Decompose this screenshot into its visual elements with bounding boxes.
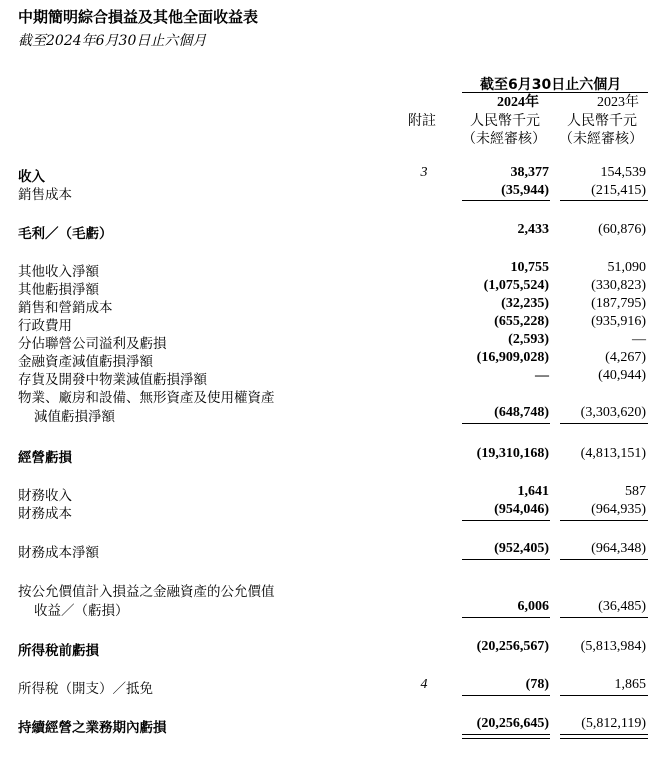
row-other-income <box>0 260 660 280</box>
row-note: 3 <box>420 165 428 180</box>
year-2023-header: 2023年 <box>597 95 639 110</box>
audit-2023-header: （未經審核） <box>559 131 643 147</box>
value-2024: (655,228) <box>494 314 549 329</box>
value-2024: 2,433 <box>517 222 549 237</box>
value-2024: 6,006 <box>517 599 549 614</box>
statement-title: 中期簡明綜合損益及其他全面收益表 <box>18 8 259 26</box>
row-label: 其他收入淨額 <box>18 264 99 280</box>
value-2024: (20,256,567) <box>476 639 549 654</box>
row-gross-profit <box>0 222 660 242</box>
value-2023: (187,795) <box>591 296 646 311</box>
subtotal-rule <box>462 617 550 618</box>
value-2023: (4,813,151) <box>580 446 646 461</box>
value-2023: 51,090 <box>607 260 646 275</box>
row-loss-before-tax <box>0 639 660 659</box>
value-2024: (648,748) <box>494 405 549 420</box>
note-column-header: 附註 <box>408 113 436 129</box>
value-2023: (4,267) <box>605 350 646 365</box>
row-operating-loss <box>0 446 660 466</box>
row-revenue <box>0 165 660 185</box>
currency-2023-header: 人民幣千元 <box>567 113 637 129</box>
value-2023: (964,348) <box>591 541 646 556</box>
row-label: 其他虧損淨額 <box>18 282 99 298</box>
row-label: 財務收入 <box>18 488 72 504</box>
row-label: 經營虧損 <box>18 450 72 466</box>
value-2023: (60,876) <box>598 222 646 237</box>
value-2024: (35,944) <box>501 183 549 198</box>
row-label: 金融資產減值虧損淨額 <box>18 354 153 370</box>
currency-2024-header: 人民幣千元 <box>470 113 540 129</box>
subtotal-rule <box>462 520 550 521</box>
value-2023: (40,944) <box>598 368 646 383</box>
subtotal-rule <box>462 559 550 560</box>
value-2024: (78) <box>525 677 549 692</box>
statement-subtitle: 截至2024年6月30日止六個月 <box>18 33 207 49</box>
value-2023: 1,865 <box>614 677 646 692</box>
audit-2024-header: （未經審核） <box>462 131 546 147</box>
subtotal-rule <box>560 617 648 618</box>
row-other-losses <box>0 278 660 298</box>
value-2023: (964,935) <box>591 502 646 517</box>
row-label: 行政費用 <box>18 318 72 334</box>
value-2023: (330,823) <box>591 278 646 293</box>
row-label: 所得稅前虧損 <box>18 643 99 659</box>
row-label: 財務成本淨額 <box>18 545 99 561</box>
row-label: 持續經營之業務期內虧損 <box>18 720 167 736</box>
value-2024: (952,405) <box>494 541 549 556</box>
row-net-finance-costs <box>0 541 660 561</box>
value-2024: (32,235) <box>501 296 549 311</box>
value-2023: (3,303,620) <box>580 405 646 420</box>
row-label: 財務成本 <box>18 506 72 522</box>
row-label: 所得稅（開支）／抵免 <box>18 681 153 697</box>
row-associates <box>0 332 660 352</box>
row-loss-for-period <box>0 716 660 736</box>
total-double-rule <box>560 734 648 739</box>
value-2023: 154,539 <box>600 165 646 180</box>
row-finance-income <box>0 484 660 504</box>
year-2024-header: 2024年 <box>497 95 539 110</box>
value-2024: (954,046) <box>494 502 549 517</box>
value-2024: (19,310,168) <box>476 446 549 461</box>
row-selling-marketing <box>0 296 660 316</box>
row-inventory-impairment <box>0 368 660 388</box>
total-double-rule <box>462 734 550 739</box>
row-note: 4 <box>420 677 428 692</box>
value-2023: (215,415) <box>591 183 646 198</box>
period-header: 截至6月30日止六個月 <box>480 77 622 93</box>
row-label: 收入 <box>18 169 45 185</box>
row-income-tax <box>0 677 660 697</box>
value-2024: 38,377 <box>510 165 549 180</box>
row-financial-asset-impairment <box>0 350 660 370</box>
row-fvtpl <box>0 580 660 600</box>
value-2024: — <box>535 368 549 383</box>
subtotal-rule <box>560 559 648 560</box>
row-label: 銷售成本 <box>18 187 72 203</box>
value-2023: 587 <box>625 484 646 499</box>
value-2024: (1,075,524) <box>483 278 549 293</box>
value-2024: (16,909,028) <box>476 350 549 365</box>
row-label: 存貨及開發中物業減值虧損淨額 <box>18 372 207 388</box>
value-2023: (935,916) <box>591 314 646 329</box>
value-2023: — <box>632 332 646 347</box>
subtotal-rule <box>560 520 648 521</box>
value-2023: (36,485) <box>598 599 646 614</box>
row-ppe-impairment-cont <box>0 405 660 425</box>
row-label: 物業、廠房和設備、無形資產及使用權資產 <box>18 390 275 406</box>
row-label-continued: 收益／（虧損） <box>34 603 129 619</box>
row-fvtpl-cont <box>0 599 660 619</box>
subtotal-rule <box>462 695 550 696</box>
value-2023: (5,813,984) <box>580 639 646 654</box>
value-2023: (5,812,119) <box>581 716 646 731</box>
subtotal-rule <box>462 423 550 424</box>
subtotal-rule <box>462 200 550 201</box>
row-label: 分佔聯營公司溢利及虧損 <box>18 336 167 352</box>
value-2024: (20,256,645) <box>476 716 549 731</box>
row-finance-costs <box>0 502 660 522</box>
subtotal-rule <box>560 695 648 696</box>
row-label: 銷售和營銷成本 <box>18 300 113 316</box>
subtotal-rule <box>560 200 648 201</box>
row-label: 毛利／（毛虧） <box>18 226 113 242</box>
row-label-continued: 減值虧損淨額 <box>34 409 115 425</box>
value-2024: 10,755 <box>510 260 549 275</box>
value-2024: (2,593) <box>508 332 549 347</box>
row-label: 按公允價值計入損益之金融資產的公允價值 <box>18 584 275 600</box>
row-ppe-impairment <box>0 386 660 406</box>
subtotal-rule <box>560 423 648 424</box>
value-2024: 1,641 <box>517 484 549 499</box>
row-admin-expenses <box>0 314 660 334</box>
